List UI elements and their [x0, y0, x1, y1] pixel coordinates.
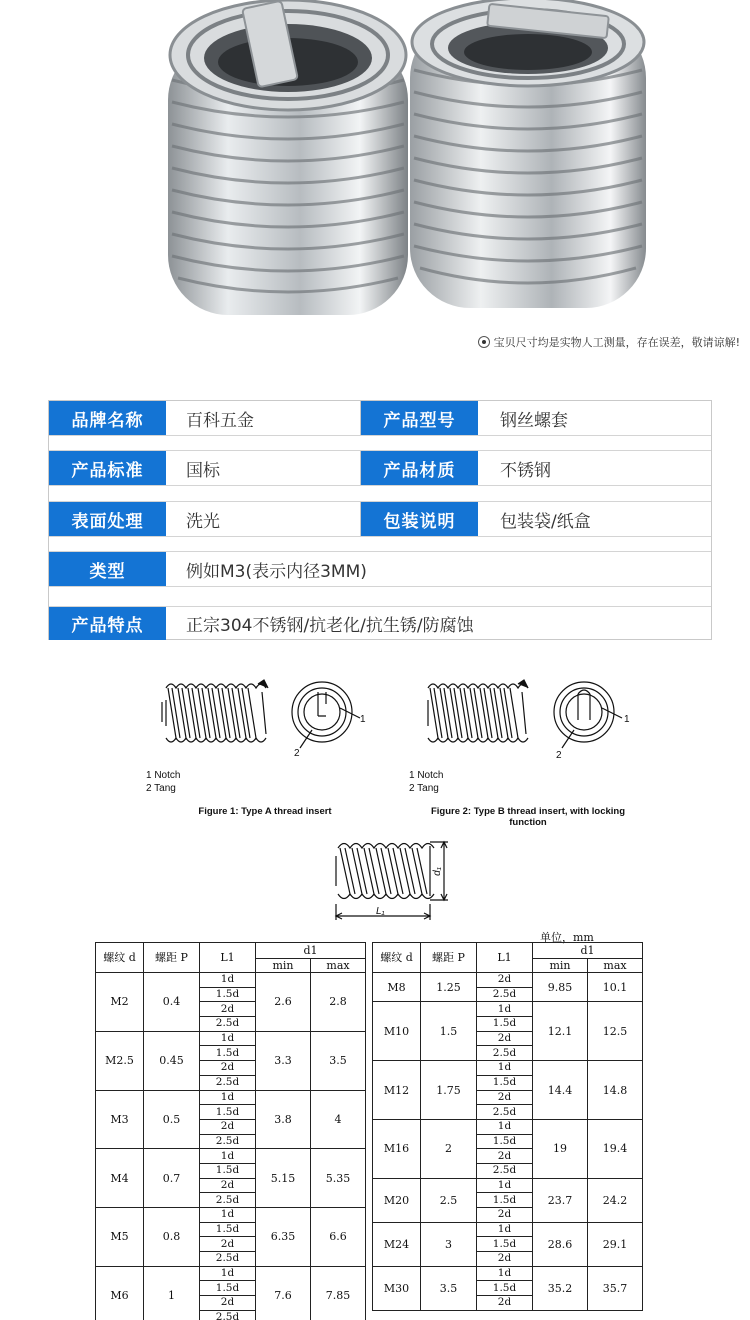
- header-d1: d1: [533, 943, 643, 959]
- dimension-drawing: [336, 842, 448, 920]
- header-l1: L1: [477, 943, 533, 973]
- l1-cell: 1.5d: [477, 1193, 533, 1208]
- l1-cell: 2.5d: [200, 1310, 256, 1320]
- l1-cell: 1.5d: [200, 1163, 256, 1178]
- standard-label: 产品标准: [49, 451, 166, 485]
- l1-cell: 1.5d: [477, 1134, 533, 1149]
- l1-cell: 2d: [477, 1252, 533, 1267]
- type-a-legend-tang: 2 Tang: [146, 783, 176, 794]
- l1-cell: 2d: [477, 1296, 533, 1311]
- l1-cell: 1.5d: [200, 1222, 256, 1237]
- thread-cell: M24: [373, 1222, 421, 1266]
- dimension-l1-label: L₁: [376, 906, 385, 917]
- l1-cell: 1d: [477, 1119, 533, 1134]
- table-row: [96, 1208, 366, 1223]
- d1-max-cell: 4: [311, 1090, 366, 1149]
- pitch-cell: 3: [421, 1222, 477, 1266]
- l1-cell: 1d: [477, 1178, 533, 1193]
- table-row: [373, 1002, 643, 1017]
- technical-drawings: [0, 670, 750, 930]
- dimensions-table-left: [95, 942, 366, 1320]
- pitch-cell: 0.4: [144, 973, 200, 1032]
- type-b-caption: Figure 2: Type B thread insert, with locking function: [430, 806, 626, 828]
- dimensions-table-right: [372, 942, 643, 1311]
- header-pitch: 螺距 P: [421, 943, 477, 973]
- header-min: min: [256, 959, 311, 973]
- spec-row-surface: [49, 502, 711, 536]
- callout-tang-a: 2: [294, 748, 300, 759]
- l1-cell: 1d: [200, 1208, 256, 1223]
- table-row: [96, 1031, 366, 1046]
- header-thread: 螺纹 d: [96, 943, 144, 973]
- l1-cell: 2d: [477, 1208, 533, 1223]
- table-row: [373, 1266, 643, 1281]
- l1-cell: 2.5d: [477, 987, 533, 1002]
- spec-row-brand: [49, 401, 711, 435]
- package-value: 包装袋/纸盒: [500, 511, 591, 532]
- callout-notch-b: 1: [624, 714, 630, 725]
- drawings-svg: [0, 670, 750, 930]
- l1-cell: 2d: [200, 1178, 256, 1193]
- table-row: [373, 1222, 643, 1237]
- thread-cell: M10: [373, 1002, 421, 1061]
- d1-min-cell: 5.15: [256, 1149, 311, 1208]
- l1-cell: 1.5d: [200, 1281, 256, 1296]
- d1-min-cell: 35.2: [533, 1266, 588, 1310]
- table-row: [96, 1090, 366, 1105]
- spec-divider: [49, 435, 711, 451]
- spec-divider: [49, 586, 711, 607]
- thread-cell: M8: [373, 973, 421, 1002]
- pitch-cell: 0.45: [144, 1031, 200, 1090]
- type-a-legend-notch: 1 Notch: [146, 770, 181, 781]
- d1-max-cell: 14.8: [588, 1061, 643, 1120]
- type-label: 类型: [49, 552, 166, 586]
- spec-divider: [49, 485, 711, 502]
- l1-cell: 1d: [477, 1222, 533, 1237]
- header-d1: d1: [256, 943, 366, 959]
- type-b-coil-drawing: [428, 680, 528, 742]
- pitch-cell: 1.75: [421, 1061, 477, 1120]
- spec-divider: [49, 536, 711, 552]
- l1-cell: 1d: [477, 1266, 533, 1281]
- pitch-cell: 1: [144, 1266, 200, 1320]
- l1-cell: 2d: [200, 1237, 256, 1252]
- brand-value: 百科五金: [166, 401, 361, 435]
- feature-label: 产品特点: [49, 607, 166, 640]
- l1-cell: 1d: [200, 1090, 256, 1105]
- standard-value: 国标: [166, 451, 361, 485]
- l1-cell: 1d: [200, 1266, 256, 1281]
- l1-cell: 1.5d: [477, 1017, 533, 1032]
- d1-max-cell: 10.1: [588, 973, 643, 1002]
- right-coil: [410, 0, 646, 308]
- thread-cell: M2: [96, 973, 144, 1032]
- table-row: [373, 1119, 643, 1134]
- header-l1: L1: [200, 943, 256, 973]
- thread-cell: M6: [96, 1266, 144, 1320]
- d1-min-cell: 7.6: [256, 1266, 311, 1320]
- d1-min-cell: 2.6: [256, 973, 311, 1032]
- thread-cell: M2.5: [96, 1031, 144, 1090]
- pitch-cell: 2: [421, 1119, 477, 1178]
- d1-max-cell: 24.2: [588, 1178, 643, 1222]
- target-icon: [478, 336, 490, 348]
- surface-value: 洗光: [166, 502, 361, 536]
- material-label: 产品材质: [361, 451, 478, 485]
- thread-cell: M16: [373, 1119, 421, 1178]
- pitch-cell: 2.5: [421, 1178, 477, 1222]
- type-b-legend-tang: 2 Tang: [409, 783, 439, 794]
- pitch-cell: 1.5: [421, 1002, 477, 1061]
- l1-cell: 2.5d: [477, 1046, 533, 1061]
- d1-min-cell: 19: [533, 1119, 588, 1178]
- d1-min-cell: 28.6: [533, 1222, 588, 1266]
- d1-min-cell: 23.7: [533, 1178, 588, 1222]
- pitch-cell: 0.7: [144, 1149, 200, 1208]
- thread-cell: M20: [373, 1178, 421, 1222]
- type-b-legend-notch: 1 Notch: [409, 770, 444, 781]
- d1-min-cell: 9.85: [533, 973, 588, 1002]
- l1-cell: 2.5d: [200, 1252, 256, 1267]
- l1-cell: 2d: [200, 1061, 256, 1076]
- photo-disclaimer: [0, 334, 740, 350]
- d1-max-cell: 3.5: [311, 1031, 366, 1090]
- product-photo: [0, 0, 750, 335]
- l1-cell: 1d: [200, 1149, 256, 1164]
- header-pitch: 螺距 P: [144, 943, 200, 973]
- l1-cell: 2d: [477, 1149, 533, 1164]
- d1-min-cell: 12.1: [533, 1002, 588, 1061]
- table-row: [373, 1061, 643, 1076]
- thread-cell: M4: [96, 1149, 144, 1208]
- l1-cell: 1d: [477, 1061, 533, 1076]
- l1-cell: 2.5d: [200, 1193, 256, 1208]
- photo-note-text: 宝贝尺寸均是实物人工测量，存在误差，敬请谅解!: [493, 336, 740, 349]
- d1-max-cell: 5.35: [311, 1149, 366, 1208]
- d1-min-cell: 3.8: [256, 1090, 311, 1149]
- l1-cell: 2d: [200, 1296, 256, 1311]
- l1-cell: 2.5d: [200, 1134, 256, 1149]
- d1-min-cell: 6.35: [256, 1208, 311, 1267]
- table-row: [96, 1266, 366, 1281]
- l1-cell: 1.5d: [477, 1281, 533, 1296]
- callout-notch-a: 1: [360, 714, 366, 725]
- d1-min-cell: 3.3: [256, 1031, 311, 1090]
- l1-cell: 2d: [477, 1031, 533, 1046]
- l1-cell: 2.5d: [200, 1017, 256, 1032]
- type-a-caption: Figure 1: Type A thread insert: [198, 806, 332, 817]
- d1-min-cell: 14.4: [533, 1061, 588, 1120]
- type-value: 例如M3(表示内径3MM): [186, 561, 367, 582]
- dimension-d1-label: d₁: [431, 867, 443, 876]
- pitch-cell: 0.5: [144, 1090, 200, 1149]
- header-thread: 螺纹 d: [373, 943, 421, 973]
- d1-max-cell: 6.6: [311, 1208, 366, 1267]
- header-max: max: [311, 959, 366, 973]
- callout-tang-b: 2: [556, 750, 562, 761]
- material-value: 不锈钢: [500, 460, 551, 481]
- d1-max-cell: 29.1: [588, 1222, 643, 1266]
- table-row: [373, 973, 643, 988]
- l1-cell: 2d: [477, 1090, 533, 1105]
- left-coil: [168, 0, 408, 315]
- header-row: [96, 943, 366, 959]
- d1-max-cell: 2.8: [311, 973, 366, 1032]
- l1-cell: 1d: [200, 973, 256, 988]
- l1-cell: 1.5d: [477, 1075, 533, 1090]
- thread-cell: M3: [96, 1090, 144, 1149]
- type-a-end-view: [292, 682, 360, 748]
- l1-cell: 1.5d: [477, 1237, 533, 1252]
- table-row: [373, 1178, 643, 1193]
- unit-label: 单位，mm: [540, 931, 594, 944]
- model-label: 产品型号: [361, 401, 478, 435]
- feature-value: 正宗304不锈钢/抗老化/抗生锈/防腐蚀: [186, 616, 474, 636]
- spec-row-type: [49, 552, 711, 586]
- l1-cell: 1.5d: [200, 1046, 256, 1061]
- pitch-cell: 3.5: [421, 1266, 477, 1310]
- l1-cell: 1.5d: [200, 1105, 256, 1120]
- d1-max-cell: 12.5: [588, 1002, 643, 1061]
- thread-cell: M5: [96, 1208, 144, 1267]
- l1-cell: 2.5d: [477, 1105, 533, 1120]
- d1-max-cell: 7.85: [311, 1266, 366, 1320]
- pitch-cell: 1.25: [421, 973, 477, 1002]
- table-row: [96, 1149, 366, 1164]
- l1-cell: 1.5d: [200, 987, 256, 1002]
- table-row: [96, 973, 366, 988]
- header-row: [373, 943, 643, 959]
- l1-cell: 1d: [477, 1002, 533, 1017]
- d1-max-cell: 35.7: [588, 1266, 643, 1310]
- header-min: min: [533, 959, 588, 973]
- type-a-coil-drawing: [162, 680, 268, 742]
- package-label: 包装说明: [361, 502, 478, 536]
- l1-cell: 1d: [200, 1031, 256, 1046]
- l1-cell: 2.5d: [477, 1163, 533, 1178]
- spec-row-feature: [49, 607, 711, 640]
- d1-max-cell: 19.4: [588, 1119, 643, 1178]
- thread-cell: M12: [373, 1061, 421, 1120]
- l1-cell: 2d: [200, 1119, 256, 1134]
- pitch-cell: 0.8: [144, 1208, 200, 1267]
- header-max: max: [588, 959, 643, 973]
- brand-label: 品牌名称: [49, 401, 166, 435]
- spec-table: [48, 400, 712, 640]
- spec-row-standard: [49, 451, 711, 485]
- model-value: 钢丝螺套: [500, 410, 568, 431]
- l1-cell: 2d: [200, 1002, 256, 1017]
- type-b-end-view: [554, 682, 622, 748]
- l1-cell: 2d: [477, 973, 533, 988]
- l1-cell: 2.5d: [200, 1075, 256, 1090]
- thread-cell: M30: [373, 1266, 421, 1310]
- surface-label: 表面处理: [49, 502, 166, 536]
